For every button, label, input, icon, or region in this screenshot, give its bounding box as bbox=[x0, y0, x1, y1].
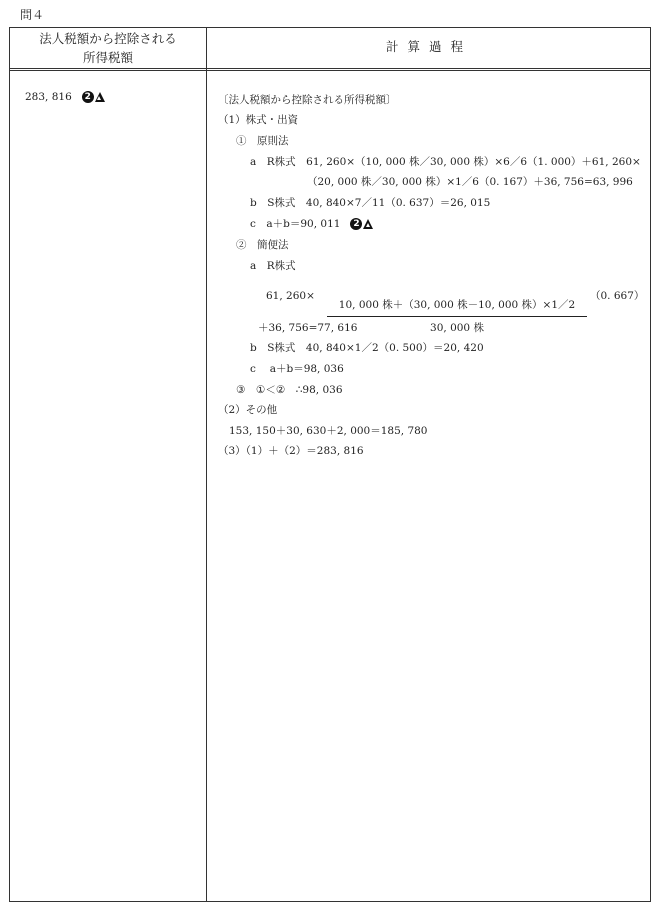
section-1-heading: （1）株式・出資 bbox=[218, 114, 299, 126]
circled-number-icon: 2 bbox=[350, 218, 362, 230]
header-answer-line2: 所得税額 bbox=[82, 50, 133, 65]
principle-total-row bbox=[250, 217, 373, 231]
answer-sheet bbox=[9, 27, 651, 902]
principle-s-stock: b S株式 40, 840×7／11（0. 637）＝26, 015 bbox=[250, 197, 491, 209]
question-number: 問４ bbox=[20, 8, 45, 22]
calculation-process bbox=[10, 28, 650, 901]
principle-method-heading: ① 原則法 bbox=[236, 135, 289, 147]
principle-r-stock-line2: （20, 000 株／30, 000 株）×1／6（0. 167）＋36, 756=63, 996 bbox=[307, 176, 633, 188]
comparison-line: ③ ①＜② ∴98, 036 bbox=[236, 384, 343, 396]
header-calculation-column: 計算過程 bbox=[385, 39, 472, 54]
section-2-calc: 153, 150＋30, 630＋2, 000＝185, 780 bbox=[229, 425, 428, 437]
simple-r-stock-result: ＋36, 756=77, 616 bbox=[258, 322, 358, 334]
section-2-heading: （2）その他 bbox=[218, 404, 278, 416]
simple-r-stock-multiplier: 61, 260× bbox=[266, 290, 315, 302]
triangle-icon bbox=[363, 219, 373, 229]
simple-total: c a＋b＝98, 036 bbox=[250, 363, 344, 375]
calc-title: 〔法人税額から控除される所得税額〕 bbox=[218, 94, 397, 106]
simple-r-stock-ratio: （0. 667） bbox=[590, 290, 645, 302]
simple-method-heading: ② 簡便法 bbox=[236, 239, 289, 251]
fraction-denominator: 30, 000 株 bbox=[430, 322, 484, 334]
section-3-total: （3）（1）＋（2）＝283, 816 bbox=[218, 445, 364, 457]
score-mark bbox=[350, 218, 373, 230]
simple-r-stock-fraction bbox=[327, 298, 587, 335]
header-answer-line1: 法人税額から控除される bbox=[39, 31, 177, 46]
simple-r-stock-label: a R株式 bbox=[250, 260, 296, 272]
fraction-bar bbox=[327, 316, 587, 317]
circled-number-icon: 2 bbox=[82, 91, 94, 103]
principle-r-stock-line1: a R株式 61, 260×（10, 000 株／30, 000 株）×6／6（1. 000）＋61, 260× bbox=[250, 156, 641, 168]
answer-value: 283, 816 bbox=[25, 91, 72, 103]
principle-total: c a＋b＝90, 011 bbox=[250, 218, 341, 230]
simple-s-stock: b S株式 40, 840×1／2（0. 500）＝20, 420 bbox=[250, 342, 484, 354]
fraction-numerator: 10, 000 株＋（30, 000 株－10, 000 株）×1／2 bbox=[338, 299, 576, 311]
